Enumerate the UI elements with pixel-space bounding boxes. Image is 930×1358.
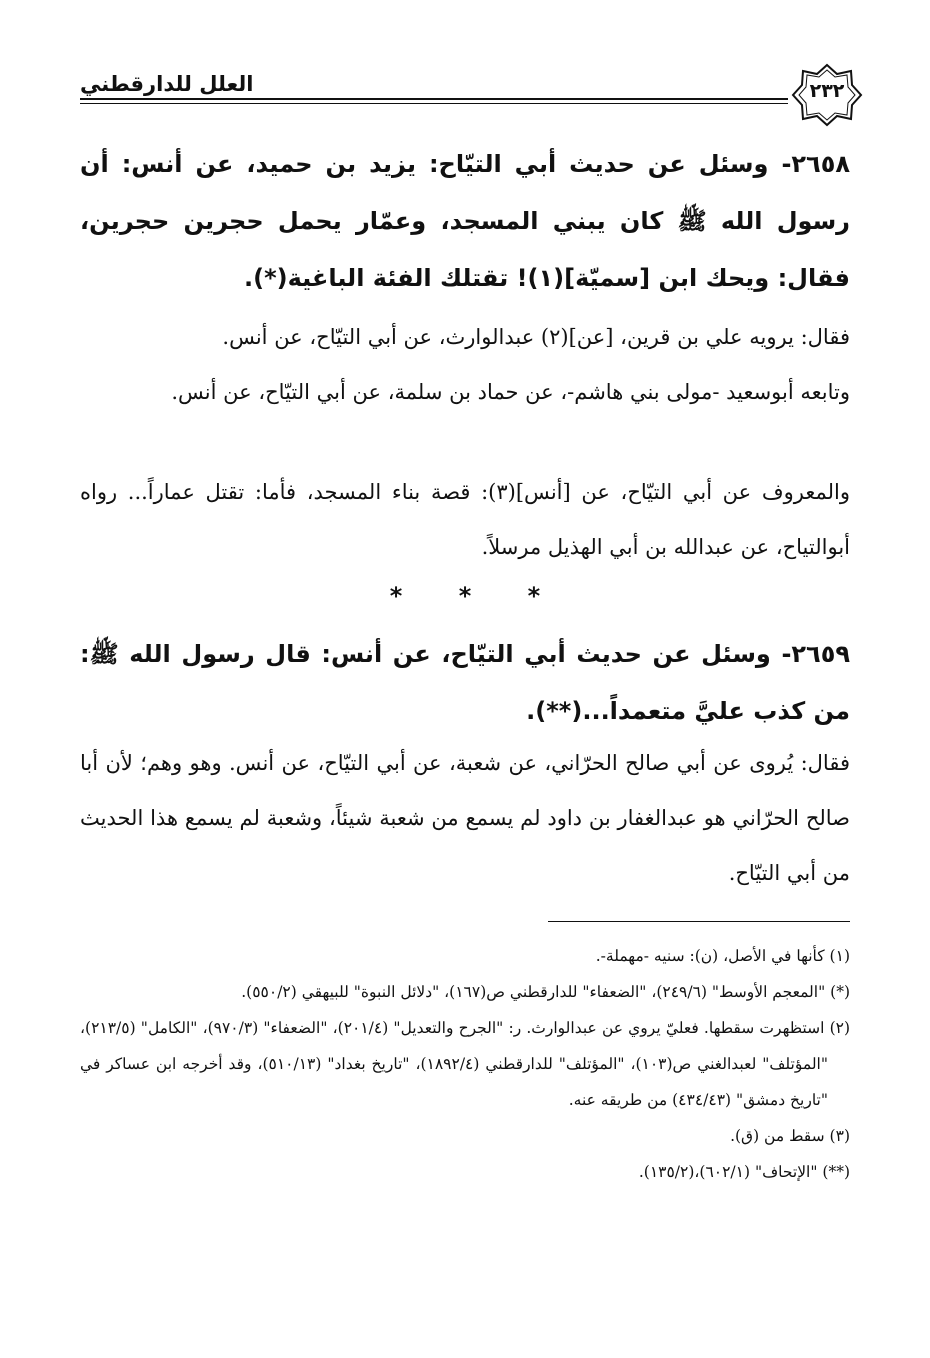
footnote: (٢) استظهرت سقطها. فعليّ يروي عن عبدالوارث. ر: "الجرح والتعديل" (٢٠١/٤)، "الضعفاء" (٩٧٠/٣)، "الكامل" (٢١٣/٥)، "المؤتلف" لعبدالغني ص(١٠٣)، "المؤتلف" للدارقطني (١٨٩٢/٤)، "تاريخ بغداد" (٥١٠/١٣)، وقد أخرجه ابن عساكر في "تاريخ دمشق" (٤٣٤/٤٣) من طريقه عنه.: [80, 1019, 851, 1109]
footnote-rule: [548, 921, 850, 922]
entry-2658-answer-2: وتابعه أبوسعيد -مولى بني هاشم-، عن حماد بن سلمة، عن أبي التيّاح، عن أنس.: [171, 380, 850, 404]
entry-2658-answer-1: فقال: يرويه علي بن قرين، [عن](٢) عبدالوارث، عن أبي التيّاح، عن أنس.: [222, 325, 850, 349]
section-separator: [80, 582, 850, 610]
footnote: (٣) سقط من (ق).: [730, 1127, 850, 1145]
footnote: (**) "الإتحاف" (٦٠٢/١)،(١٣٥/٢).: [638, 1163, 850, 1181]
footnote: (*) "المعجم الأوسط" (٢٤٩/٦)، "الضعفاء" للدارقطني ص(١٦٧)، "دلائل النبوة" للبيهقي (٥٥٠/٢).: [241, 983, 850, 1001]
page-number: ٢٣٢: [809, 80, 845, 102]
separator-star: *: [458, 582, 472, 610]
separator-star: *: [527, 582, 541, 610]
footnotes: [80, 938, 850, 1190]
entry-2659-answer: فقال: يُروى عن أبي صالح الحرّاني، عن شعبة، عن أبي التيّاح، عن أنس. وهو وهم؛ لأن أبا صالح الحرّاني هو عبدالغفار بن داود لم يسمع من شعبة شيئاً، وشعبة لم يسمع هذا الحديث من أبي التيّاح.: [80, 751, 850, 885]
header-rule: [80, 98, 788, 104]
entry-2659-question: ٢٦٥٩- وسئل عن حديث أبي التيّاح، عن أنس: قال رسول الله ﷺ: من كذب عليَّ متعمداً...(**).: [80, 640, 850, 725]
footnote: (١) كأنها في الأصل، (ن): سنيه -مهملة-.: [595, 947, 850, 965]
entry-2658-answer-3: والمعروف عن أبي التيّاح، عن [أنس](٣): قصة بناء المسجد، فأما: تقتل عماراً... رواه أبوالتياح، عن عبدالله بن أبي الهذيل مرسلاً.: [80, 480, 851, 559]
running-title: العلل للدارقطني: [80, 72, 254, 96]
separator-star: *: [389, 582, 403, 610]
entry-2658-question: ٢٦٥٨- وسئل عن حديث أبي التيّاح: يزيد بن حميد، عن أنس: أن رسول الله ﷺ كان يبني المسجد، وعمّار يحمل حجرين حجرين، فقال: ويحك ابن [سميّة](١)! تقتلك الفئة الباغية(*).: [80, 150, 850, 292]
